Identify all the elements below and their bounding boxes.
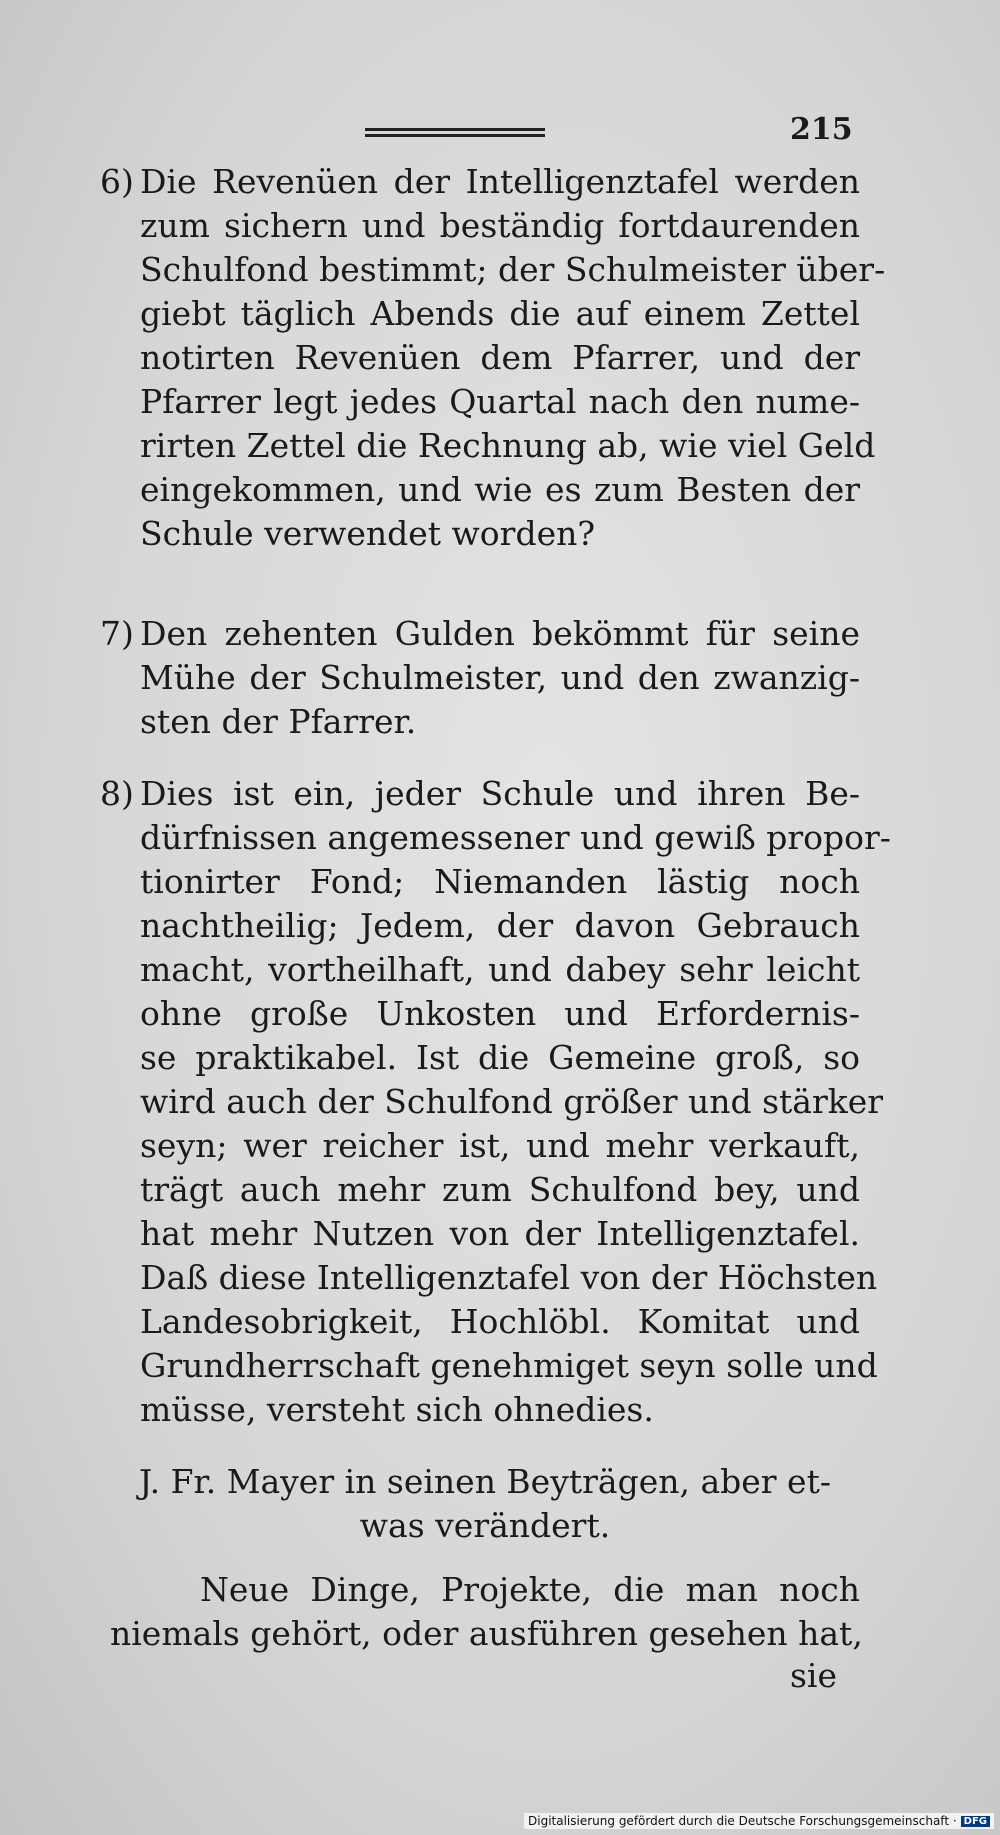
text-line: zum sichern und beständig fortdaurenden	[140, 206, 860, 245]
paragraph-number: 8)	[100, 774, 134, 813]
text-line: notirten Revenüen dem Pfarrer, und der	[140, 338, 860, 377]
text-line: Neue Dinge, Projekte, die man noch	[200, 1570, 860, 1609]
text-line: macht, vortheilhaft, und dabey sehr leicht	[140, 950, 860, 989]
text-line: Schule verwendet worden?	[140, 514, 596, 553]
paragraph-7	[100, 612, 860, 744]
text-line: müsse, versteht sich ohnedies.	[140, 1390, 654, 1429]
text-line: sten der Pfarrer.	[140, 702, 417, 741]
paragraph-number: 6)	[100, 162, 134, 201]
text-line: Dies ist ein, jeder Schule und ihren Be-	[140, 774, 860, 813]
source-attribution	[105, 1460, 865, 1548]
page-number: 215	[790, 112, 853, 147]
text-line: dürfnissen angemessener und gewiß propor-	[140, 818, 891, 857]
source-line: was verändert.	[359, 1506, 611, 1545]
text-line: Den zehenten Gulden bekömmt für seine	[140, 614, 860, 653]
paragraph-8	[100, 772, 891, 1432]
text-line: Mühe der Schulmeister, und den zwanzig-	[140, 658, 860, 697]
paragraph-6	[100, 160, 886, 556]
text-line: nachtheilig; Jedem, der davon Gebrauch	[140, 906, 860, 945]
text-line: niemals gehört, oder ausführen gesehen hat,	[110, 1614, 863, 1653]
digitization-footer	[524, 1813, 994, 1829]
text-line: seyn; wer reicher ist, und mehr verkauft,	[140, 1126, 860, 1165]
text-line: Landesobrigkeit, Hochlöbl. Komitat und	[140, 1302, 860, 1341]
text-line: Schulfond bestimmt; der Schulmeister über-	[140, 250, 886, 289]
text-line: trägt auch mehr zum Schulfond bey, und	[140, 1170, 860, 1209]
text-line: Pfarrer legt jedes Quartal nach den nume-	[140, 382, 860, 421]
catchword: sie	[790, 1656, 838, 1695]
text-line: eingekommen, und wie es zum Besten der	[140, 470, 860, 509]
source-line: J. Fr. Mayer in seinen Beyträgen, aber et-	[139, 1462, 831, 1501]
text-line: Daß diese Intelligenztafel von der Höchsten	[140, 1258, 878, 1297]
paragraph-number: 7)	[100, 614, 134, 653]
text-line: se praktikabel. Ist die Gemeine groß, so	[140, 1038, 860, 1077]
text-line: rirten Zettel die Rechnung ab, wie viel Geld	[140, 426, 876, 465]
text-line: wird auch der Schulfond größer und stärker	[140, 1082, 884, 1121]
text-line: ohne große Unkosten und Erfordernis-	[140, 994, 860, 1033]
text-line: giebt täglich Abends die auf einem Zettel	[140, 294, 860, 333]
text-line: Grundherrschaft genehmiget seyn solle und	[140, 1346, 878, 1385]
dfg-logo: DFG	[961, 1816, 990, 1827]
text-line: tionirter Fond; Niemanden lästig noch	[140, 862, 860, 901]
header-rule	[365, 128, 545, 137]
text-line: Die Revenüen der Intelligenztafel werden	[140, 162, 860, 201]
text-line: hat mehr Nutzen von der Intelligenztafel.	[140, 1214, 860, 1253]
final-paragraph	[110, 1568, 863, 1656]
footer-text: Digitalisierung gefördert durch die Deutsche Forschungsgemeinschaft ·	[528, 1814, 957, 1828]
